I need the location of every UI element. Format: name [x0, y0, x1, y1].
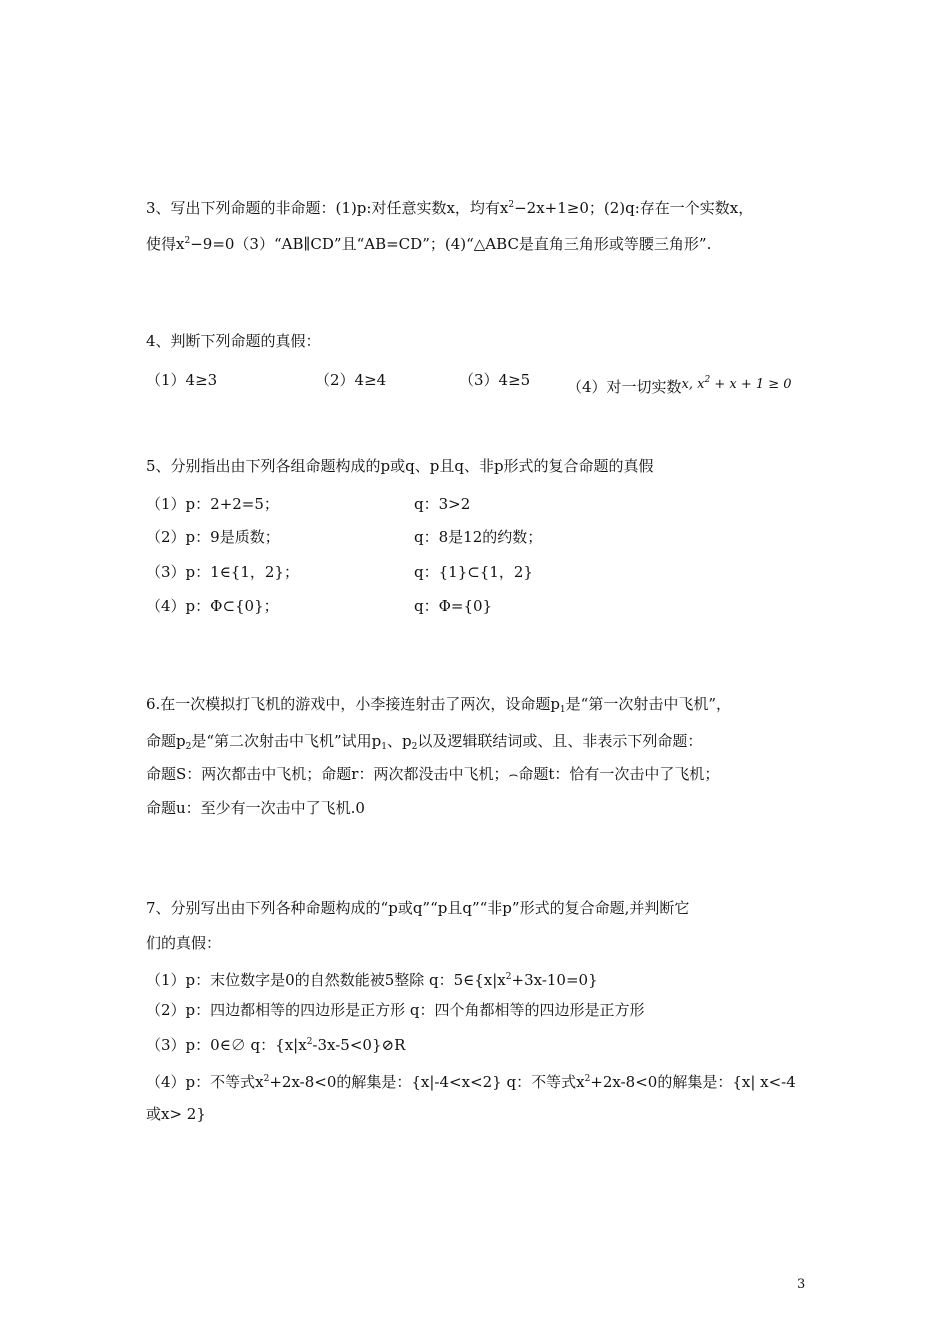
q3-text: 3、写出下列命题的非命题：(1)p:对任意实数x，均有x [146, 199, 509, 217]
q5-row-3-p: （3）p：1∈{1，2}； [146, 563, 299, 581]
q7-item-4: （4）p：不等式$x^2+2x-8<0$的解集是：{x|-4<x<2} q：不等式$x^2+2x-8<0$的解集是：{x| x<-4 [146, 1073, 796, 1091]
q5-row-4-q: q：Φ={0} [414, 597, 493, 615]
superscript: 2 [508, 200, 515, 210]
q6-line-4: 命题u：至少有一次击中了飞机.0 [146, 799, 365, 817]
q7-line-2: 们的真假： [146, 934, 222, 952]
q6-line-3: 命题S：两次都击中飞机；命题r：两次都没击中飞机；⌢命题t：恰有一次击中了飞机； [146, 765, 720, 783]
q5-row-2-p: （2）p：9是质数； [146, 528, 280, 546]
q3-text: −9=0（3）“AB∥CD”且“AB=CD”；(4)“△ABC是直角三角形或等腰三角形”. [190, 235, 712, 253]
q3-text: 使得x [146, 235, 185, 253]
subscript: 1 [559, 705, 566, 715]
q7-item-4-continued: 或x> 2} [146, 1105, 206, 1123]
q5-row-2-q: q：8是12的约数； [414, 528, 543, 546]
q4-item-4 [567, 370, 792, 397]
q3-text: −2x+1≥0；(2)q:存在一个实数x， [514, 199, 754, 217]
q6-line-1: 6.在一次模拟打飞机的游戏中，小李接连射击了两次，设命题$p_1$是“第一次射击中飞机”， [146, 695, 731, 715]
subscript: 1 [381, 742, 388, 752]
q5-row-1-p: （1）p：2+2=5； [146, 495, 279, 513]
q6-line-2: 命题$p_2$是“第二次射击中飞机”试用$p_1$、$p_2$以及逻辑联结词或、且、非表示下列命题： [146, 732, 703, 752]
subscript: 2 [185, 742, 192, 752]
q5-row-3-q: q：{1}⊂{1，2} [414, 563, 533, 581]
subscript: 2 [411, 742, 418, 752]
superscript: 2 [263, 1074, 270, 1084]
q3-line-2 [146, 231, 711, 254]
q7-line-1: 7、分别写出由下列各种命题构成的“p或q”“p且q”“非p”形式的复合命题,并判断它 [146, 899, 690, 917]
q4-item-2: （2）4≥4 [315, 371, 387, 389]
q4-title: 4、判断下列命题的真假： [146, 332, 321, 350]
superscript: 2 [306, 1037, 313, 1047]
q7-item-1: （1）p：末位数字是0的自然数能被5整除 q：$5\in\{x|x^2+3x-10=0\}$ [146, 971, 598, 989]
q7-item-3: （3）p：0∈∅ q：$\{x|x^2-3x-5<0\}⊘R$ [146, 1036, 406, 1054]
q7-item-2: （2）p：四边都相等的四边形是正方形 q：四个角都相等的四边形是正方形 [146, 1001, 645, 1019]
q4-item-1: （1）4≥3 [146, 371, 218, 389]
q5-row-1-q: q：3>2 [414, 495, 471, 513]
superscript: 2 [584, 1074, 591, 1084]
page-number: 3 [797, 1277, 806, 1292]
q5-title: 5、分别指出由下列各组命题构成的p或q、p且q、非p形式的复合命题的真假 [146, 457, 654, 475]
superscript: 2 [505, 972, 512, 982]
q4-formula: x, $x^2 + x + 1 \ge 0$ [681, 375, 792, 392]
q4-item-3: （3）4≥5 [459, 371, 531, 389]
q5-row-4-p: （4）p：Φ⊂{0}； [146, 597, 279, 615]
q3-line-1 [146, 195, 753, 218]
superscript: 2 [184, 236, 191, 246]
q4-item-4-text: （4）对一切实数 [567, 378, 682, 396]
